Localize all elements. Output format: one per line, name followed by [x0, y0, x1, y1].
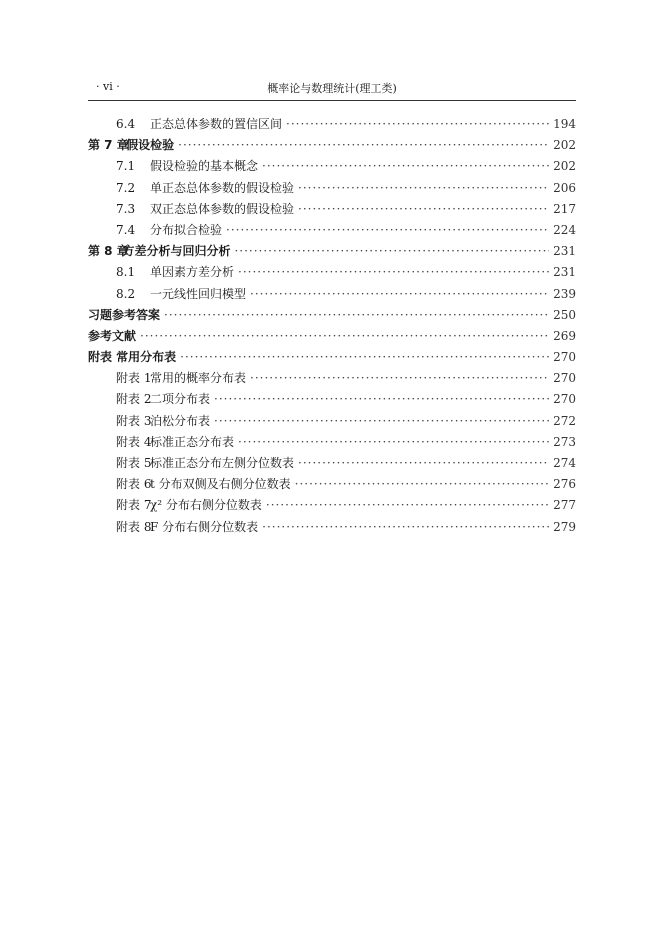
- toc-section-entry[interactable]: [88, 200, 576, 221]
- toc-dot-leader: [238, 265, 549, 279]
- toc-dot-leader: [214, 392, 549, 406]
- toc-dot-leader: [298, 456, 549, 470]
- toc-entry-page: 279: [553, 519, 576, 534]
- toc-entry-title: 标准正态分布左侧分位数表: [150, 456, 295, 470]
- toc-entry-number: 附表 4: [116, 434, 152, 449]
- table-of-contents: [88, 115, 576, 539]
- toc-entry-title: 习题参考答案: [88, 307, 161, 322]
- toc-entry-number: 附表 5: [116, 456, 152, 470]
- toc-section-entry[interactable]: [88, 157, 576, 178]
- toc-dot-leader: [180, 350, 549, 364]
- toc-entry-page: 269: [553, 328, 576, 343]
- toc-entry-page: 270: [553, 392, 576, 407]
- toc-entry-title: 假设检验的基本概念: [150, 159, 259, 174]
- toc-entry-page: 272: [553, 413, 576, 428]
- toc-entry-number: 8.1: [116, 265, 136, 280]
- toc-dot-leader: [250, 371, 549, 385]
- toc-entry-title: 泊松分布表: [150, 413, 211, 428]
- toc-entry-page: 231: [553, 244, 576, 259]
- running-header: [88, 78, 576, 98]
- toc-section-entry[interactable]: [88, 475, 576, 496]
- toc-chapter-entry[interactable]: [88, 242, 576, 263]
- toc-chapter-entry[interactable]: [88, 327, 576, 348]
- toc-entry-page: 276: [553, 477, 576, 492]
- toc-entry-number: 8.2: [116, 286, 136, 301]
- toc-entry-title: 参考文献: [88, 328, 137, 343]
- toc-entry-page: 277: [553, 498, 576, 513]
- toc-entry-title: 正态总体参数的置信区间: [150, 117, 283, 131]
- toc-entry-title: 单正态总体参数的假设检验: [150, 180, 295, 195]
- toc-entry-title: 一元线性回归模型: [150, 286, 247, 301]
- toc-section-entry[interactable]: [88, 263, 576, 284]
- toc-section-entry[interactable]: [88, 115, 576, 136]
- toc-entry-number: 7.3: [116, 201, 136, 216]
- toc-entry-number: 附表 7: [116, 498, 152, 513]
- toc-entry-title: 分布拟合检验: [150, 222, 223, 237]
- toc-entry-number: 附表 1: [116, 371, 152, 386]
- toc-dot-leader: [298, 181, 549, 195]
- toc-section-entry[interactable]: [88, 285, 576, 306]
- toc-dot-leader: [214, 414, 549, 428]
- header-page-number: · vi ·: [96, 80, 120, 93]
- toc-entry-page: 224: [553, 222, 576, 237]
- toc-entry-page: 202: [553, 138, 576, 153]
- toc-entry-number: 7.2: [116, 180, 136, 195]
- toc-entry-title: 双正态总体参数的假设检验: [150, 201, 295, 216]
- toc-entry-page: 217: [553, 201, 576, 216]
- toc-dot-leader: [234, 244, 549, 258]
- toc-dot-leader: [266, 498, 549, 512]
- toc-dot-leader: [178, 138, 549, 152]
- toc-entry-title: t 分布双侧及右侧分位数表: [150, 477, 291, 492]
- toc-entry-page: 206: [553, 180, 576, 195]
- toc-entry-page: 231: [553, 265, 576, 280]
- toc-entry-number: 6.4: [116, 117, 136, 131]
- toc-chapter-entry[interactable]: [88, 348, 576, 369]
- toc-section-entry[interactable]: [88, 179, 576, 200]
- toc-entry-title: 常用的概率分布表: [150, 371, 247, 386]
- toc-entry-number: 第 7 章: [88, 138, 129, 153]
- toc-chapter-entry[interactable]: [88, 306, 576, 327]
- toc-entry-page: 250: [553, 307, 576, 322]
- toc-section-entry[interactable]: [88, 518, 576, 539]
- toc-dot-leader: [226, 223, 549, 237]
- toc-section-entry[interactable]: [88, 221, 576, 242]
- toc-entry-title: F 分布右侧分位数表: [150, 519, 259, 534]
- toc-entry-page: 270: [553, 371, 576, 386]
- toc-entry-title: 单因素方差分析: [150, 265, 235, 280]
- toc-entry-number: 第 8 章: [88, 244, 129, 259]
- toc-section-entry[interactable]: [88, 433, 576, 454]
- header-rule: [88, 100, 576, 101]
- toc-entry-number: 7.1: [116, 159, 136, 174]
- toc-section-entry[interactable]: [88, 412, 576, 433]
- toc-entry-page: 274: [553, 456, 576, 470]
- toc-dot-leader: [298, 202, 549, 216]
- toc-section-entry[interactable]: [88, 496, 576, 517]
- toc-entry-page: 270: [553, 350, 576, 365]
- toc-dot-leader: [262, 520, 549, 534]
- toc-dot-leader: [164, 308, 549, 322]
- toc-dot-leader: [286, 117, 549, 131]
- toc-dot-leader: [140, 329, 549, 343]
- toc-entry-number: 附表 6: [116, 477, 152, 492]
- toc-entry-number: 附表 3: [116, 413, 152, 428]
- toc-entry-page: 239: [553, 286, 576, 301]
- toc-entry-number: 7.4: [116, 222, 136, 237]
- toc-dot-leader: [295, 477, 549, 491]
- toc-entry-page: 194: [553, 117, 576, 131]
- toc-section-entry[interactable]: [88, 390, 576, 411]
- toc-entry-title: 方差分析与回归分析: [122, 244, 231, 259]
- toc-dot-leader: [250, 287, 549, 301]
- toc-entry-page: 273: [553, 434, 576, 449]
- toc-entry-title: 二项分布表: [150, 392, 211, 407]
- toc-entry-title: 常用分布表: [116, 350, 177, 365]
- toc-chapter-entry[interactable]: [88, 136, 576, 157]
- toc-entry-title: χ² 分布右侧分位数表: [150, 498, 262, 513]
- toc-section-entry[interactable]: [88, 454, 576, 475]
- header-book-title: 概率论与数理统计(理工类): [267, 82, 397, 95]
- toc-section-entry[interactable]: [88, 369, 576, 390]
- toc-entry-number: 附表 2: [116, 392, 152, 407]
- toc-dot-leader: [262, 159, 549, 173]
- toc-entry-page: 202: [553, 159, 576, 174]
- toc-entry-number: 附表: [88, 350, 113, 365]
- toc-entry-title: 假设检验: [126, 138, 175, 153]
- toc-entry-title: 标准正态分布表: [150, 434, 235, 449]
- toc-dot-leader: [238, 435, 549, 449]
- toc-entry-number: 附表 8: [116, 519, 152, 534]
